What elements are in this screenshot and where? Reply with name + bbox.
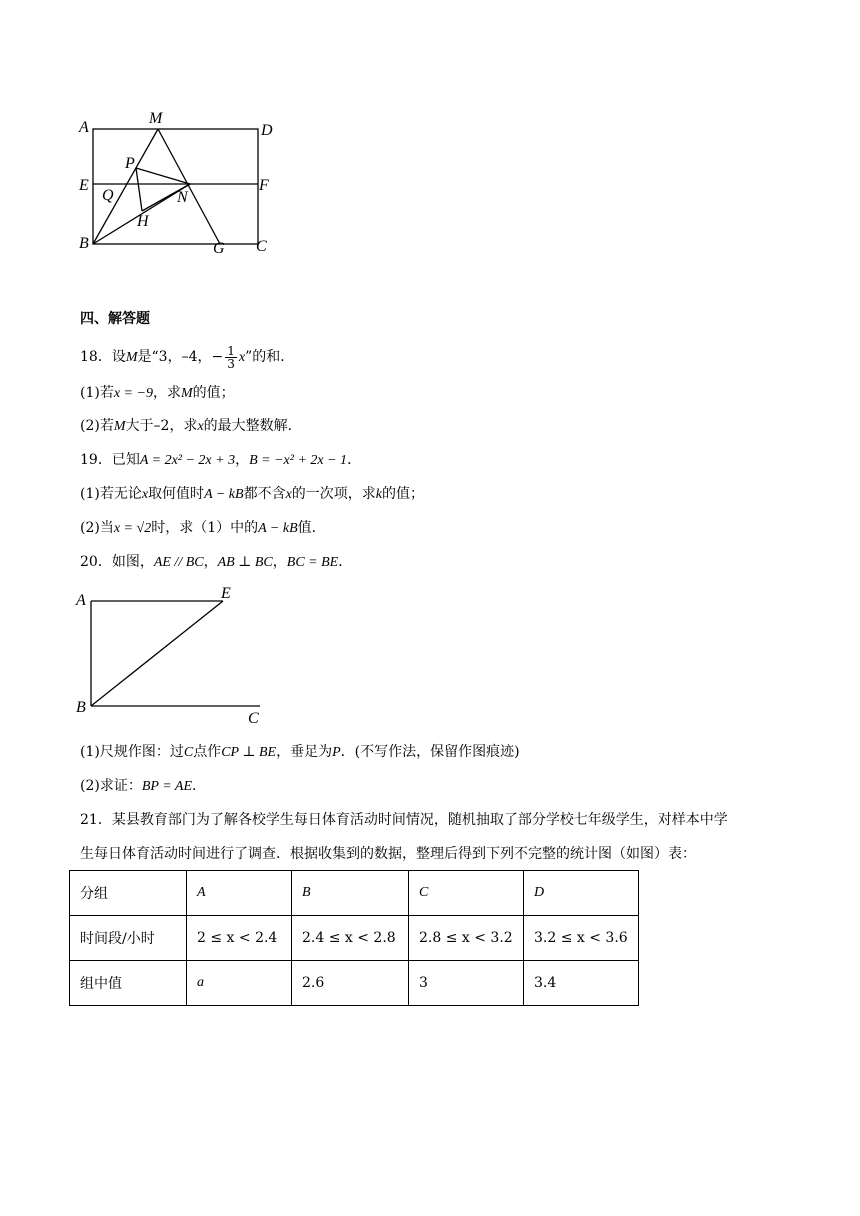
table-cell: 3.2 ≤ x < 3.6 bbox=[524, 916, 639, 961]
q18-part1: (1)若x = −9，求M的值； bbox=[80, 385, 235, 401]
q20-part2: (2)求证：BP = AE． bbox=[80, 778, 206, 794]
geometry-figure-1 bbox=[70, 105, 290, 265]
q19-stem: 19．已知A = 2x² − 2x + 3，B = −x² + 2x − 1． bbox=[80, 452, 362, 468]
q19-part1: (1)若无论x取何值时A − kB都不含x的一次项，求k的值； bbox=[80, 486, 425, 502]
stats-table bbox=[69, 870, 639, 1006]
table-cell: a bbox=[187, 961, 292, 1006]
table-cell: C bbox=[409, 871, 524, 916]
q18-part2: (2)若M大于–2，求x的最大整数解． bbox=[80, 418, 302, 434]
section-title: 四、解答题 bbox=[80, 311, 150, 327]
table-cell: B bbox=[292, 871, 409, 916]
q20-stem: 20．如图，AE // BC，AB ⊥ BC，BC = BE． bbox=[80, 554, 353, 570]
table-cell: 组中值 bbox=[70, 961, 187, 1006]
label-P: P bbox=[125, 155, 135, 172]
table-row bbox=[70, 871, 639, 916]
label-Q: Q bbox=[102, 187, 114, 204]
label-C: C bbox=[256, 238, 267, 255]
table-cell: 分组 bbox=[70, 871, 187, 916]
fraction-one-third: $\frac{1}{3}$ bbox=[227, 343, 235, 371]
label-A: A bbox=[79, 119, 89, 136]
label-F: F bbox=[259, 177, 269, 194]
table-cell: 2.4 ≤ x < 2.8 bbox=[292, 916, 409, 961]
label-G: G bbox=[213, 240, 225, 257]
q21-line1: 21．某县教育部门为了解各校学生每日体育活动时间情况，随机抽取了部分学校七年级学生，对样本中学 bbox=[80, 812, 728, 828]
label-C2: C bbox=[248, 710, 259, 727]
label-E: E bbox=[79, 177, 89, 194]
label-M: M bbox=[149, 110, 163, 127]
q18-stem: 18．设M是“3，–4，− $\frac{1}{3}$ x”的和． bbox=[80, 343, 295, 371]
label-B2: B bbox=[76, 699, 86, 716]
label-D: D bbox=[261, 122, 273, 139]
table-cell: 2.6 bbox=[292, 961, 409, 1006]
geometry-figure-2 bbox=[70, 582, 280, 727]
table-cell: A bbox=[187, 871, 292, 916]
table-cell: 3.4 bbox=[524, 961, 639, 1006]
table-cell: 2.8 ≤ x < 3.2 bbox=[409, 916, 524, 961]
table-cell: D bbox=[524, 871, 639, 916]
label-A2: A bbox=[76, 592, 86, 609]
table-row bbox=[70, 961, 639, 1006]
q21-line2: 生每日体育活动时间进行了调查．根据收集到的数据，整理后得到下列不完整的统计图（如图）表： bbox=[80, 846, 696, 862]
label-B: B bbox=[79, 235, 89, 252]
label-N: N bbox=[177, 189, 188, 206]
q19-part2: (2)当x = √2时，求（1）中的A − kB值． bbox=[80, 520, 326, 536]
table-row bbox=[70, 916, 639, 961]
table-cell: 3 bbox=[409, 961, 524, 1006]
table-cell: 时间段/小时 bbox=[70, 916, 187, 961]
label-E2: E bbox=[221, 585, 231, 602]
label-H: H bbox=[137, 213, 149, 230]
table-cell: 2 ≤ x < 2.4 bbox=[187, 916, 292, 961]
q20-part1: (1)尺规作图：过C点作CP ⊥ BE，垂足为P．(不写作法，保留作图痕迹) bbox=[80, 744, 520, 760]
